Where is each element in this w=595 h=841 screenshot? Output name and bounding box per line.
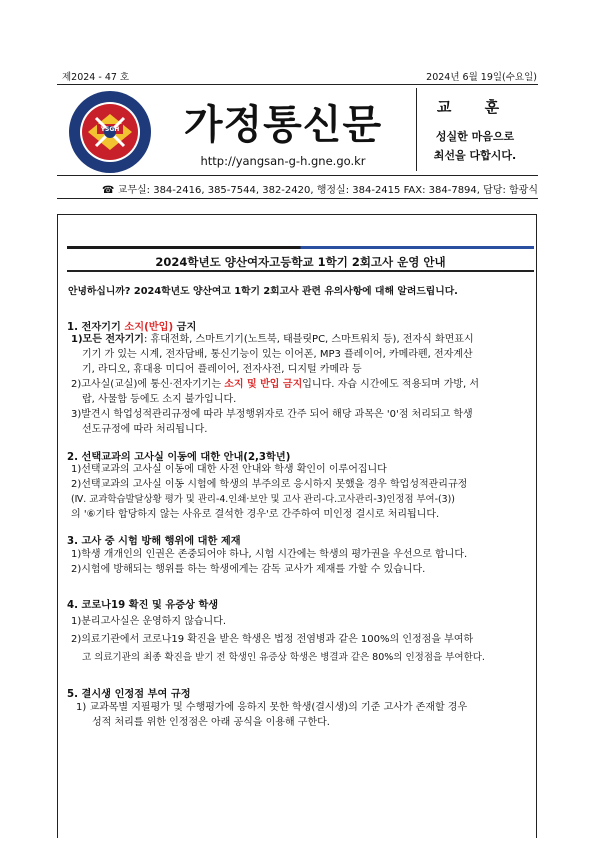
section-1-heading	[67, 318, 196, 333]
school-logo	[68, 90, 152, 174]
motto-line-1: 성실한 마음으로	[435, 130, 515, 143]
section-3-line: 1)학생 개개인의 인권은 존중되어야 하나, 시험 시간에는 학생의 평가권을 우선으로 합니다.	[71, 549, 468, 560]
section-1-line	[71, 377, 531, 392]
section-1-bold-lead: 1)모든 전자기기	[71, 334, 144, 345]
section-1-heading-highlight: 소지(반입)	[124, 322, 174, 333]
section-2-line: 1)선택교과의 고사실 이동에 대한 사전 안내와 학생 확인이 이루어집니다	[71, 464, 387, 475]
header-top-rule	[57, 84, 538, 85]
issue-date: 2024년 6월 19일(수요일)	[426, 72, 537, 83]
section-2-line: 2)선택교과의 고사실 이동 시험에 학생의 부주의로 응시하지 못했을 경우 학업성적관리규정	[71, 479, 468, 490]
title-top-band	[67, 246, 534, 249]
section-5-line: 성적 처리를 위한 인정점은 아래 공식을 이용해 구한다.	[92, 717, 330, 728]
section-1-line: 랍, 사물함 등에도 소지 불가입니다.	[82, 394, 237, 405]
section-1-heading-tail: 금지	[173, 322, 197, 333]
logo-center-text: YSGH	[100, 126, 120, 133]
school-url[interactable]: http://yangsan-g-h.gne.go.kr	[200, 154, 366, 168]
section-1-line-text: 입니다. 자습 시간에도 적용되며 가방, 서	[302, 379, 480, 390]
section-4-heading: 4. 코로나19 확진 및 유증상 학생	[67, 600, 219, 611]
section-5-heading: 5. 결시생 인정점 부여 규정	[67, 689, 191, 700]
section-1-line: 기, 라디오, 휴대용 미디어 플레이어, 전자사전, 디지털 카메라 등	[82, 364, 362, 375]
section-2-line: (Ⅳ. 교과학습발달상황 평가 및 관리-4.인쇄·보안 및 고사 관리-다.고사관리-3)인정점 부여-(3))	[71, 494, 455, 505]
section-1-heading-text: 1. 전자기기	[67, 322, 125, 333]
section-3-heading: 3. 고사 중 시험 방해 행위에 대한 제재	[67, 536, 241, 547]
section-1-warning-highlight: 소지 및 반입 금지	[224, 379, 303, 390]
section-4-line: 고 의료기관의 최종 확진을 받기 전 학생인 유증상 학생은 병결과 같은 80%의 인정점을 부여한다.	[82, 652, 485, 663]
section-1-line: 기기 가 있는 시계, 전자담배, 통신기능이 있는 이어폰, MP3 플레이어, 카메라펜, 전자계산	[82, 349, 473, 360]
issue-number: 제2024 - 47 호	[62, 72, 130, 83]
section-2-line: 의 '⑥기타 합당하지 않는 사유로 결석한 경우'로 간주하여 미인정 결시로 처리됩니다.	[71, 509, 440, 520]
motto-heading: 교 훈	[436, 98, 514, 116]
header-bottom-rule	[57, 198, 538, 199]
section-4-line: 2)의료기관에서 코로나19 확진을 받은 학생은 법정 전염병과 같은 100%의 인정점을 부여하	[71, 634, 474, 645]
section-1-line: 선도규정에 따라 처리됩니다.	[82, 424, 208, 435]
section-2-heading: 2. 선택교과의 고사실 이동에 대한 안내(2,3학년)	[67, 452, 291, 463]
document-title: 2024학년도 양산여자고등학교 1학기 2회고사 운영 안내	[155, 255, 446, 269]
section-1-line	[71, 332, 531, 347]
motto-line-2: 최선을 다합시다.	[433, 149, 517, 162]
contact-info: ☎ 교무실: 384-2416, 385-7544, 382-2420, 행정실: 384-2415 FAX: 384-7894, 담당: 함광식	[102, 185, 538, 196]
newsletter-title: 가정통신문	[183, 102, 383, 148]
header-mid-rule	[57, 175, 538, 176]
greeting: 안녕하십니까? 2024학년도 양산여고 1학기 2회고사 관련 유의사항에 대해 알려드립니다.	[68, 286, 458, 297]
content-frame	[57, 214, 537, 838]
section-1-line-text: : 휴대전화, 스마트기기(노트북, 태블릿PC, 스마트워치 등), 전자식 화면표시	[143, 334, 474, 345]
title-bottom-rule	[67, 270, 534, 272]
section-5-line: 1) 교과목별 지필평가 및 수행평가에 응하지 못한 학생(결시생)의 기준 고사가 존재할 경우	[76, 702, 468, 713]
section-1-line-text: 2)고사실(교실)에 통신·전자기기는	[71, 379, 225, 390]
section-3-line: 2)시험에 방해되는 행위를 하는 학생에게는 감독 교사가 제재를 가할 수 있습니다.	[71, 564, 426, 575]
section-4-line: 1)분리고사실은 운영하지 않습니다.	[71, 616, 227, 627]
section-1-line: 3)발견시 학업성적관리규정에 따라 부정행위자로 간주 되어 해당 과목은 '0'점 처리되고 학생	[71, 409, 473, 420]
